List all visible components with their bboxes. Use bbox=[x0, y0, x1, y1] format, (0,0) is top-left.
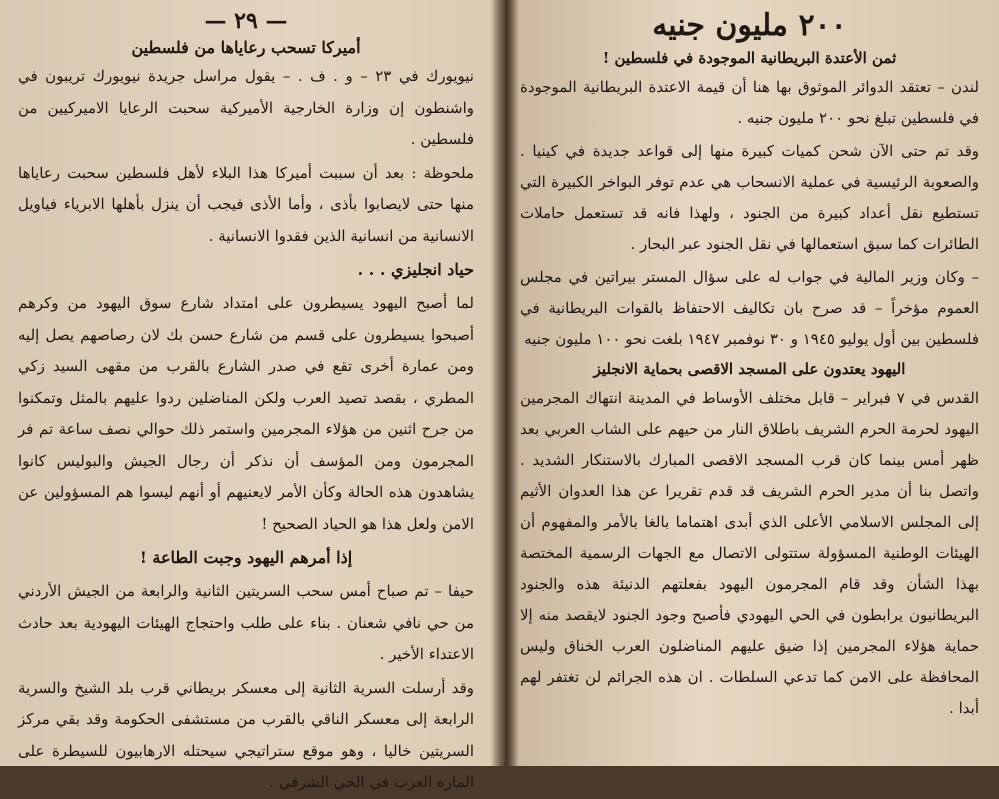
page-title: ٢٠٠ مليون جنيه bbox=[652, 8, 847, 43]
article-heading: أميركا تسحب رعاياها من فلسطين bbox=[131, 38, 361, 57]
article-paragraph: لندن – تعتقد الدوائر الموثوق بها هنا أن قيمة الاعتدة البريطانية الموجودة في فلسطين تبلغ نحو ٢٠٠ مليون جنيه . bbox=[520, 78, 979, 127]
right-page bbox=[512, 0, 999, 766]
article-paragraph: القدس في ٧ فبراير – قابل مختلف الأوساط في المدينة انتهاك المجرمين اليهود لحرمة الحرم الشريف باطلاق النار من حيهم على الشاب العربي بعد ظهر أمس بينما كان قرب المسجد الاقصى المبارك بالاستنكار الشديد . واتصل بنا أن مدير الحرم الشريف قد قدم تقريرا عن هذا العدوان الأثيم إلى المجلس الاسلامي الأعلى الذي أبدى اهتماما بالغا بالأمر والمفهوم أن الهيئات الوطنية المسؤولة ستتولى الاتصال مع الجهات الرسمية المختصة بهذا الشأن وقد قام المجرمون اليهود بفعلتهم الدنيئة هذه والجنود البريطانيون يرابطون في الحي اليهودي فأصبح وجود الجنود لايقصد منه إلا حماية هؤلاء المجرمين إذا ضيق عليهم المناضلون العرب الخناق وليس المحافظة على الامن كما تدعي السلطات . ان هذه الجرائم لن تغتفر لهم أبدا . bbox=[520, 389, 979, 717]
page-subtitle: ثمن الأعتدة البريطانية الموجودة في فلسطين ! bbox=[602, 49, 897, 67]
section-heading: إذا أمرهم اليهود وجبت الطاعة ! bbox=[139, 548, 353, 567]
section-heading: حياد انجليزي . . . bbox=[357, 260, 474, 279]
left-page bbox=[0, 0, 500, 791]
page-number: — ٢٩ — bbox=[204, 8, 288, 34]
article-paragraph: وقد تم حتى الآن شحن كميات كبيرة منها إلى قواعد جديدة في كينيا . والصعوبة الرئيسية في عملية الانسحاب هي عدم توفر البواخر الكبيرة التي تستطيع نقل أعداد كبيرة من الجنود ، ولهذا فانه قد تستعمل حاملات الطائرات كما سبق استعمالها في نقل الجنود عبر البحار . bbox=[520, 142, 979, 253]
article-paragraph: وقد أرسلت السرية الثانية إلى معسكر بريطاني قرب بلد الشيخ والسرية الرابعة إلى معسكر الناقي بالقرب من مستشفى الحكومة وقد بقي مركز السريتين خاليا ، وهو موقع ستراتيجي سيحتله الارهابيون للسيطرة على المارة العرب في الحي الشرقي . bbox=[18, 678, 474, 791]
article-paragraph: ملحوظة : بعد أن سببت أميركا هذا البلاء لأهل فلسطين سحبت رعاياها منها حتى لايصابوا بأذى ، وأما الأذى فيجب أن ينزل بأهلها الابرياء فياويل الانسانية من انسانية الذين فقدوا الانسانية . bbox=[18, 163, 474, 245]
section-heading: اليهود يعتدون على المسجد الاقصى بحماية الانجليز bbox=[593, 360, 906, 378]
article-paragraph: نيويورك في ٢٣ – و . ف . – يقول مراسل جريدة نيويورك تريبون في واشنطون إن وزارة الخارجية الأميركية سحبت الرعايا الاميركيين من فلسطين . bbox=[18, 67, 474, 148]
article-paragraph: – وكان وزير المالية في جواب له على سؤال المستر بيراتين في مجلس العموم مؤخراً – قد صرح بان تكاليف الاحتفاظ بالقوات البريطانية في فلسطين بين أول يوليو ١٩٤٥ و ٣٠ نوفمبر ١٩٤٧ بلغت نحو ١٠٠ مليون جنيه bbox=[520, 268, 979, 348]
article-paragraph: حيفا – تم صباح أمس سحب السريتين الثانية والرابعة من الجيش الأردني من حي نافي شعنان . بناء على طلب واحتجاج الهيئات اليهودية بعد حادث الاعتداء الأخير . bbox=[18, 582, 474, 663]
article-paragraph: لما أصبح اليهود يسيطرون على امتداد شارع سوق اليهود من وكرهم أصبحوا يسيطرون على قسم من شارع حسن بك لان رصاصهم يصل إليه ومن عمارة أخرى تقع في صدر الشارع بالقرب من مقهى السيد زكي المطري ، بقصد تصيد العرب ولكن المناضلين ردوا عليهم بالمثل وتمكنوا من جرح اثنين من هؤلاء المجرمين واستمر ذلك حوالي نصف ساعة تم فر المجرمون ومن المؤسف أن نذكر أن رجال الجيش والبوليس كانوا يشاهدون هذه الحالة وكأن الأمر لايعنيهم أو أنهم ليسوا هم المسؤولين عن الامن ولعل هذا هو الحياد الصحيح ! bbox=[18, 294, 474, 533]
